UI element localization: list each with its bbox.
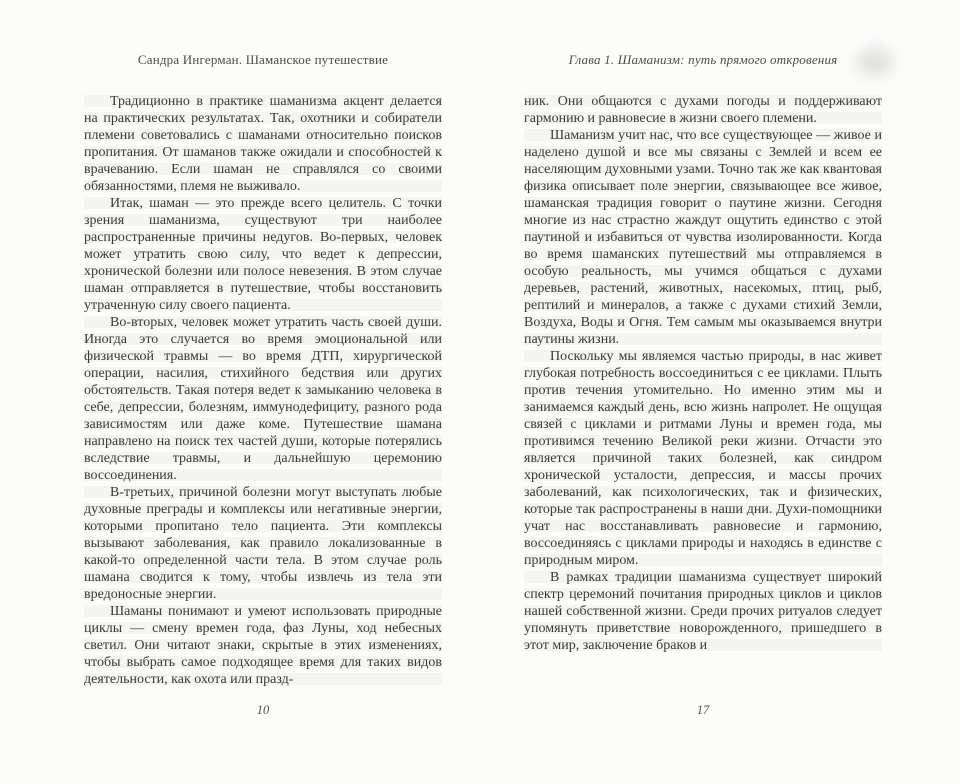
right-page [524, 0, 882, 784]
body-paragraph: Шаманизм учит нас, что все существующее — живое и наделено душой и все мы связаны с Землей и всем ее населяющим духовными узами. Точно так же как квантовая физика описывает поле энергии, связывающее все живое, шаманская традиция говорит о паутине жизни. Сегодня многие из нас страстно жаждут ощутить единство с этой паутиной и избавиться от чувства изолированности. Когда во время шаманских путешествий мы отправляемся в особую реальность, мы учимся общаться с духами деревьев, растений, животных, насекомых, птиц, рыб, рептилий и минералов, а также с духами стихий Земли, Воздуха, Воды и Огня. Тем самым мы оказываемся внутри паутины жизни. [524, 128, 882, 347]
left-running-head: Сандра Ингерман. Шаманское путешествие [137, 52, 389, 67]
right-page-number: 17 [696, 703, 710, 717]
left-page-body [84, 93, 442, 688]
left-page-number: 10 [256, 703, 270, 717]
body-paragraph: Традиционно в практике шаманизма акцент делается на практических результатах. Так, охотники и собиратели племени советовались с шаманами относительно поисков пропитания. От шаманов также ожидали и способностей к врачеванию. Если шаман не справлялся со своими обязанностями, племя не выживало. [84, 94, 442, 194]
body-paragraph: Во-вторых, человек может утратить часть своей души. Иногда это случается во время эмоциональной или физической травмы — во время ДТП, хирургической операции, насилия, стихийного бедствия или других обстоятельств. Такая потеря ведет к замыканию человека в себе, депрессии, болезням, иммунодефициту, разного рода зависимостям или даже коме. Путешествие шамана направлено на поиск тех частей души, которые потерялись вследствие травмы, и дальнейшую церемонию воссоединения. [84, 315, 442, 483]
right-page-body [524, 93, 882, 654]
body-paragraph: В рамках традиции шаманизма существует широкий спектр церемоний почитания природных циклов и циклов нашей собственной жизни. Среди прочих ритуалов следует упомянуть приветствие новорожденного, пришедшего в этот мир, заключение браков и [524, 570, 882, 653]
body-paragraph-continuation: ник. Они общаются с духами погоды и поддерживают гармонию и равновесие в жизни своего племени. [524, 94, 882, 126]
body-paragraph: Поскольку мы являемся частью природы, в нас живет глубокая потребность воссоединиться с ее циклами. Плыть против течения утомительно. Но именно этим мы и занимаемся каждый день, всю жизнь напролет. Не ощущая связей с циклами и ритмами Луны и времен года, мы противимся течению Великой реки жизни. Отчасти это является причиной таких болезней, как синдром хронической усталости, депрессия, и массы прочих заболеваний, как психологических, так и физических, которые так распространены в наши дни. Духи-помощники учат нас восстанавливать равновесие и гармонию, воссоединяясь с циклами природы и находясь в единстве с природным миром. [524, 349, 882, 568]
right-running-head: Глава 1. Шаманизм: путь прямого откровения [568, 52, 838, 67]
body-paragraph: Итак, шаман — это прежде всего целитель. С точки зрения шаманизма, существуют три наиболее распространенные причины недугов. Во-первых, человек может утратить свою силу, что ведет к депрессии, хронической болезни или полосе невезения. В этом случае шаман отправляется в путешествие, чтобы восстановить утраченную силу своего пациента. [84, 196, 442, 313]
body-paragraph: В-третьих, причиной болезни могут выступать любые духовные преграды и комплексы или негативные энергии, которыми пропитано тело пациента. Эти комплексы вызывают заболевания, как правило локализованные в какой-то определенной части тела. В этом случае роль шамана сводится к тому, чтобы извлечь из тела эти вредоносные энергии. [84, 485, 442, 602]
left-page [84, 0, 442, 784]
body-paragraph: Шаманы понимают и умеют использовать природные циклы — смену времен года, фаз Луны, ход небесных светил. Они читают знаки, скрытые в этих изменениях, чтобы выбрать самое подходящее время для таких видов деятельности, как охота или празд- [84, 604, 442, 687]
